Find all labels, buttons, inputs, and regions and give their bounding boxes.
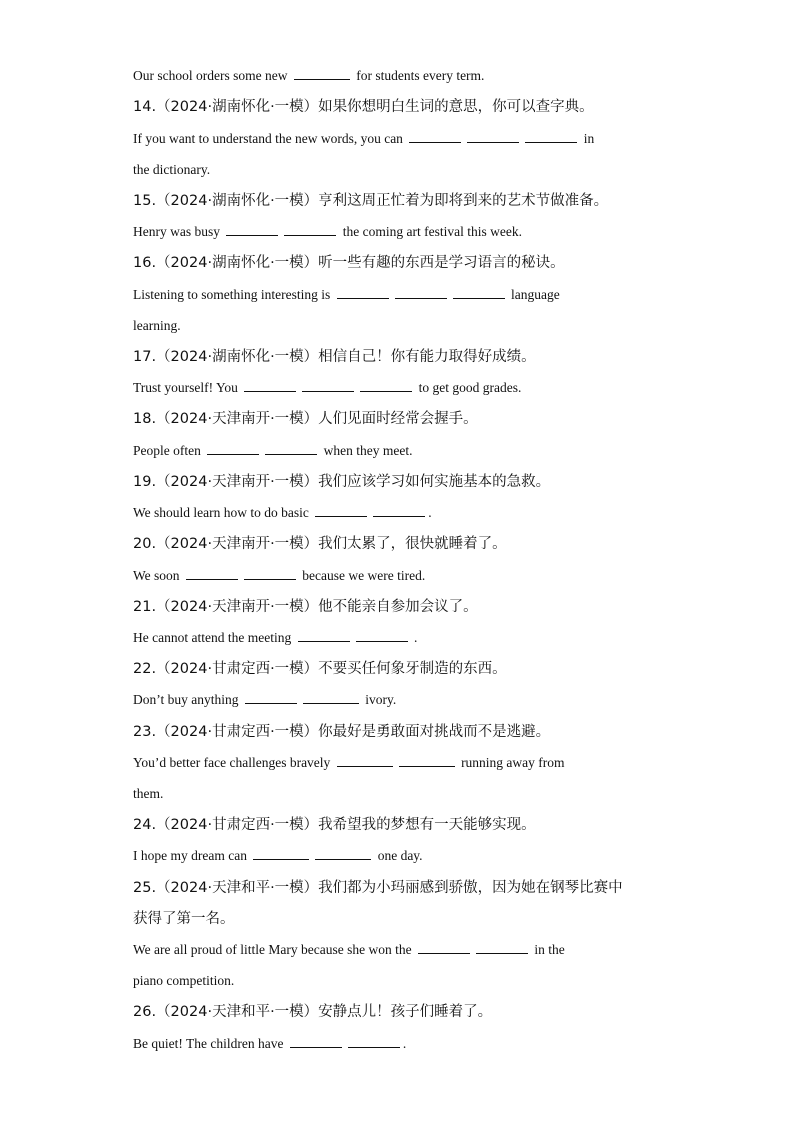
answer-blank[interactable] xyxy=(409,130,461,143)
answer-blank[interactable] xyxy=(244,379,296,392)
question-23-prompt: 23.（2024·甘肃定西·一模）你最好是勇敢面对挑战而不是逃避。 xyxy=(133,724,551,740)
answer-blank[interactable] xyxy=(207,442,259,455)
answer-blank[interactable] xyxy=(294,67,350,80)
question-25-prompt-cont: 获得了第一名。 xyxy=(133,911,235,927)
sentence-line: Our school orders some new for students every term. xyxy=(133,68,485,83)
sentence-line: People often when they meet. xyxy=(133,443,413,458)
sentence-line: We soon because we were tired. xyxy=(133,568,426,583)
answer-blank[interactable] xyxy=(467,130,519,143)
answer-blank[interactable] xyxy=(373,504,425,517)
question-20-prompt: 20.（2024·天津南开·一模）我们太累了，很快就睡着了。 xyxy=(133,536,507,552)
answer-blank[interactable] xyxy=(337,754,393,767)
sentence-line: learning. xyxy=(133,318,181,333)
answer-blank[interactable] xyxy=(360,379,412,392)
sentence-line: I hope my dream can one day. xyxy=(133,848,423,863)
question-21-prompt: 21.（2024·天津南开·一模）他不能亲自参加会议了。 xyxy=(133,599,478,615)
question-19-prompt: 19.（2024·天津南开·一模）我们应该学习如何实施基本的急救。 xyxy=(133,474,551,490)
answer-blank[interactable] xyxy=(245,691,297,704)
answer-blank[interactable] xyxy=(265,442,317,455)
sentence-line: piano competition. xyxy=(133,973,235,988)
sentence-line: Trust yourself! You to get good grades. xyxy=(133,380,522,395)
answer-blank[interactable] xyxy=(315,847,371,860)
answer-blank[interactable] xyxy=(337,286,389,299)
sentence-line: He cannot attend the meeting . xyxy=(133,630,418,645)
answer-blank[interactable] xyxy=(284,223,336,236)
sentence-line: Henry was busy the coming art festival this week. xyxy=(133,224,522,239)
answer-blank[interactable] xyxy=(290,1035,342,1048)
answer-blank[interactable] xyxy=(348,1035,400,1048)
sentence-line: them. xyxy=(133,786,164,801)
answer-blank[interactable] xyxy=(476,941,528,954)
answer-blank[interactable] xyxy=(253,847,309,860)
sentence-line: We are all proud of little Mary because she won the in the xyxy=(133,942,565,957)
answer-blank[interactable] xyxy=(186,567,238,580)
answer-blank[interactable] xyxy=(453,286,505,299)
answer-blank[interactable] xyxy=(525,130,577,143)
question-17-prompt: 17.（2024·湖南怀化·一模）相信自己！你有能力取得好成绩。 xyxy=(133,349,536,365)
sentence-line: Listening to something interesting is language xyxy=(133,287,560,302)
answer-blank[interactable] xyxy=(244,567,296,580)
question-16-prompt: 16.（2024·湖南怀化·一模）听一些有趣的东西是学习语言的秘诀。 xyxy=(133,255,565,271)
question-25-prompt: 25.（2024·天津和平·一模）我们都为小玛丽感到骄傲，因为她在钢琴比赛中 xyxy=(133,880,623,896)
question-14-prompt: 14.（2024·湖南怀化·一模）如果你想明白生词的意思，你可以查字典。 xyxy=(133,99,594,115)
answer-blank[interactable] xyxy=(226,223,278,236)
question-22-prompt: 22.（2024·甘肃定西·一模）不要买任何象牙制造的东西。 xyxy=(133,661,507,677)
answer-blank[interactable] xyxy=(315,504,367,517)
sentence-line: If you want to understand the new words, you can in xyxy=(133,131,595,146)
answer-blank[interactable] xyxy=(302,379,354,392)
answer-blank[interactable] xyxy=(356,629,408,642)
answer-blank[interactable] xyxy=(303,691,359,704)
answer-blank[interactable] xyxy=(399,754,455,767)
sentence-line: Don’t buy anything ivory. xyxy=(133,692,397,707)
answer-blank[interactable] xyxy=(395,286,447,299)
question-26-prompt: 26.（2024·天津和平·一模）安静点儿！孩子们睡着了。 xyxy=(133,1004,493,1020)
sentence-line: the dictionary. xyxy=(133,162,211,177)
answer-blank[interactable] xyxy=(298,629,350,642)
answer-blank[interactable] xyxy=(418,941,470,954)
sentence-line: We should learn how to do basic . xyxy=(133,505,432,520)
question-15-prompt: 15.（2024·湖南怀化·一模）亨利这周正忙着为即将到来的艺术节做准备。 xyxy=(133,193,609,209)
question-18-prompt: 18.（2024·天津南开·一模）人们见面时经常会握手。 xyxy=(133,411,478,427)
sentence-line: Be quiet! The children have . xyxy=(133,1036,407,1051)
question-24-prompt: 24.（2024·甘肃定西·一模）我希望我的梦想有一天能够实现。 xyxy=(133,817,536,833)
sentence-line: You’d better face challenges bravely running away from xyxy=(133,755,565,770)
